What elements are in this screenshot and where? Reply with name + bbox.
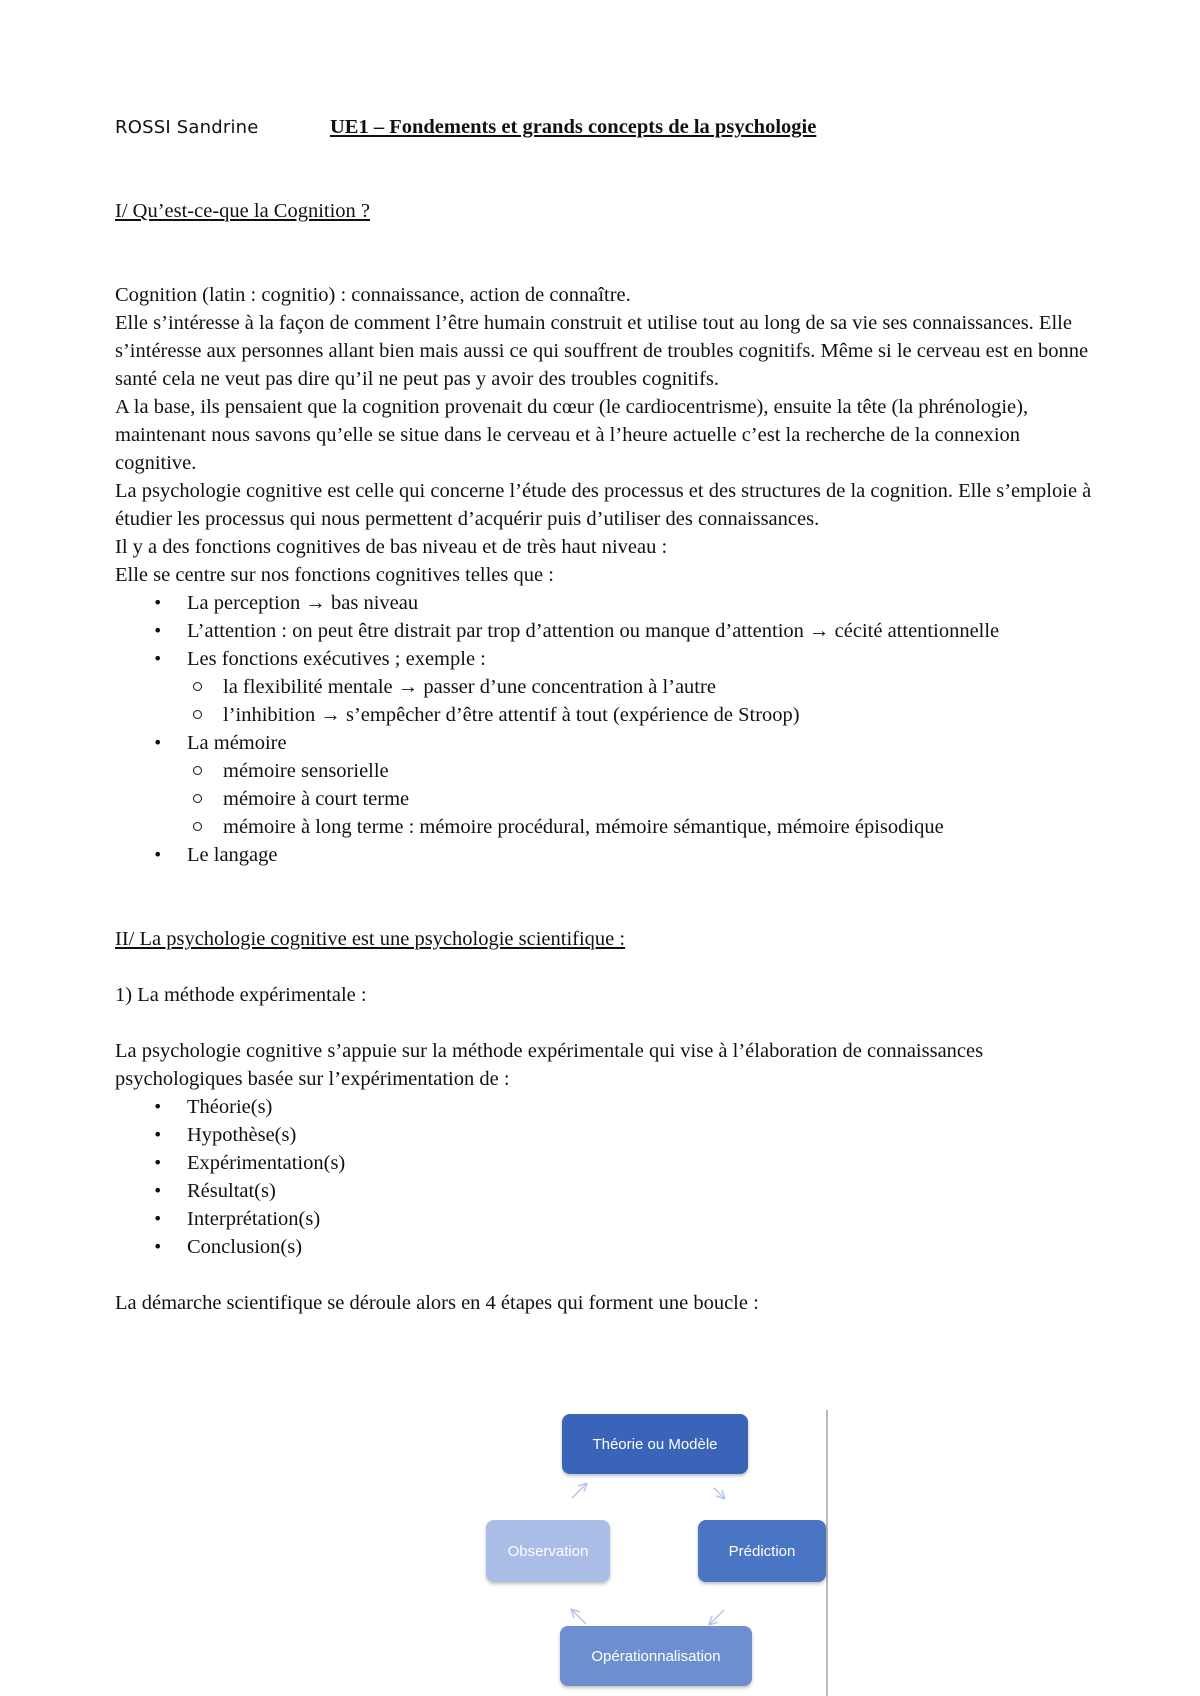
course-title: UE1 – Fondements et grands concepts de la psychologie (330, 116, 817, 138)
executive-sublist (187, 673, 1095, 729)
sublist-item: mémoire sensorielle (223, 757, 1095, 785)
list-item: • L’attention : on peut être distrait par trop d’attention ou manque d’attention → cécité attentionnelle (187, 617, 1095, 645)
section-2-heading: II/ La psychologie cognitive est une psychologie scientifique : (115, 928, 626, 950)
scientific-loop-diagram (480, 1410, 840, 1696)
subsection-heading: 1) La méthode expérimentale : (115, 984, 367, 1006)
paragraph-cognitive-psychology: La psychologie cognitive est celle qui concerne l’étude des processus et des structures de la cognition. Elle s’emploie à étudier les processus qui nous permettent d’acquérir puis d’utiliser des connaissances. (115, 480, 1092, 530)
paragraph-method-intro: La psychologie cognitive s’appuie sur la méthode expérimentale qui vise à l’élaboration de connaissances psychologiques basée sur l’expérimentation de : (115, 1040, 984, 1090)
list-item: • Expérimentation(s) (187, 1149, 1095, 1177)
list-item: • Le langage (187, 841, 1095, 869)
list-item: • Conclusion(s) (187, 1233, 1095, 1261)
list-item: • Hypothèse(s) (187, 1121, 1095, 1149)
paragraph-definition: Cognition (latin : cognitio) : connaissance, action de connaître. (115, 284, 631, 306)
sublist-item: la flexibilité mentale → passer d’une concentration à l’autre (223, 673, 1095, 701)
list-item-label: La mémoire (187, 732, 287, 754)
paragraph-interest: Elle s’intéresse à la façon de comment l’être humain construit et utilise tout au long de sa vie ses connaissances. Elle s’intéresse aux personnes allant bien mais aussi ce qui souffrent de troubles cognitifs. Même si le cerveau est en bonne santé cela ne veut pas dire qu’il ne peut pas y avoir des troubles cognitifs. (115, 312, 1089, 390)
list-item (187, 645, 1095, 729)
memory-sublist (187, 757, 1095, 841)
list-item: • La perception → bas niveau (187, 589, 1095, 617)
paragraph-loop: La démarche scientifique se déroule alors en 4 étapes qui forment une boucle : (115, 1292, 759, 1314)
paragraph-functions-intro: Elle se centre sur nos fonctions cognitives telles que : (115, 564, 554, 586)
arrow-bottom-to-left (572, 1610, 586, 1624)
header (115, 113, 1095, 141)
sublist-item: mémoire à court terme (223, 785, 1095, 813)
list-item: • Interprétation(s) (187, 1205, 1095, 1233)
list-item: • Résultat(s) (187, 1177, 1095, 1205)
arrow-right-to-bottom (710, 1610, 724, 1624)
list-item: • Théorie(s) (187, 1093, 1095, 1121)
author-name: ROSSI Sandrine (115, 117, 259, 138)
sublist-item: l’inhibition → s’empêcher d’être attentif à tout (expérience de Stroop) (223, 701, 1095, 729)
section-1-heading: I/ Qu’est-ce-que la Cognition ? (115, 200, 371, 222)
document-content (115, 113, 1095, 1317)
arrow-left-to-top (572, 1484, 586, 1498)
functions-list (115, 589, 1095, 869)
paragraph-history: A la base, ils pensaient que la cognition provenait du cœur (le cardiocentrisme), ensuite la tête (la phrénologie), maintenant nous savons qu’elle se situe dans le cerveau et à l’heure actuelle c’est la recherche de la connexion cognitive. (115, 396, 1029, 474)
node-observation: Observation (486, 1520, 610, 1582)
node-prediction: Prédiction (698, 1520, 826, 1582)
sublist-item: mémoire à long terme : mémoire procédural, mémoire sémantique, mémoire épisodique (223, 813, 1095, 841)
paragraph-levels: Il y a des fonctions cognitives de bas niveau et de très haut niveau : (115, 536, 668, 558)
arrow-top-to-right (714, 1488, 724, 1498)
list-item-label: Les fonctions exécutives ; exemple : (187, 648, 486, 670)
node-operationalisation: Opérationnalisation (560, 1626, 752, 1686)
list-item (187, 729, 1095, 841)
node-theory: Théorie ou Modèle (562, 1414, 748, 1474)
method-steps-list (115, 1093, 1095, 1261)
